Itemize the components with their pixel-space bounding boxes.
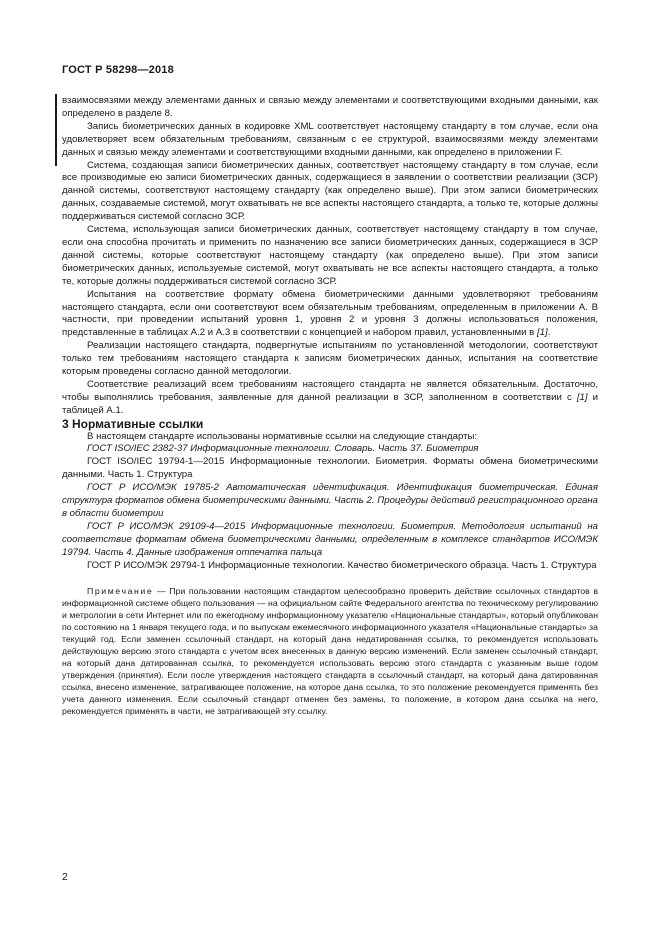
note-label: Примечание — [87, 585, 154, 596]
paragraph-xml-conformance: Запись биометрических данных в кодировке XML соответствует настоящему стандарту в том случае, если она удовлетворяет всем обязательным требованиям, связанным с ее структурой, взаимосвязями между элементами данных и связью между элементами и соответствующими входными данными, как определено в приложении F. — [62, 120, 598, 158]
paragraph-implementation-conformance — [62, 379, 598, 418]
normative-reference-item: ГОСТ Р ИСО/МЭК 19785-2 Автоматическая идентификация. Идентификация биометрическая. Единая структура форматов обмена биометрическими данными. Часть 2. Процедуры действий регистрационного органа в области биометрии — [62, 482, 598, 519]
paragraph-text: Соответствие реализаций всем требованиям настоящего стандарта не является обязательным. Достаточно, чтобы выполнялись требования, заявленные для данной реализации в ЗСР, заполненном в соответствии с — [62, 378, 598, 403]
bibliography-reference: [1] — [536, 327, 548, 339]
note — [62, 585, 598, 717]
note-text: — При пользовании настоящим стандартом целесообразно проверить действие ссылочных стандартов в информационной системе общего пользования — на официальном сайте Федерального агентства по техническому регулированию и метрологии в сети Интернет или по ежегодному информационному указателю «Национальные стандарты», который опубликован по состоянию на 1 января текущего года, и по выпускам ежемесячного информационного указателя «Национальные стандарты» за текущий год. Если заменен ссылочный стандарт, на который дана недатированная ссылка, то рекомендуется использовать действующую версию этого стандарта с учетом всех внесенных в данную версию изменений. Если заменен ссылочный стандарт, на который дана датированная ссылка, то рекомендуется использовать версию этого стандарта с указанным выше годом утверждения (принятия). Если после утверждения настоящего стандарта в ссылочный стандарт, на который дана датированная ссылка, внесено изменение, затрагивающее положение, на которое дана ссылка, то это положение рекомендуется применять без учета данного изменения. Если ссылочный стандарт отменен без замены, то положение, в котором дана ссылка на него, рекомендуется применять в части, не затрагивающей эту ссылку. — [62, 585, 598, 716]
normative-reference-item: ГОСТ Р ИСО/МЭК 29794-1 Информационные технологии. Качество биометрического образца. Часть 1. Структура — [87, 559, 597, 571]
paragraph-text: Испытания на соответствие формату обмена биометрическими данными удовлетворяют требованиям настоящего стандарта, если они соответствуют всем обязательным требованиям, определенным в приложении А. В частности, при проведении испытаний уровня 1, уровня 2 и уровня 3 должны использоваться положения, представленные в таблицах А.2 и А.3 в соответствии с концепцией и набором правил, установленными в — [62, 288, 598, 339]
paragraph-continued: взаимосвязями между элементами данных и связью между элементами и соответствующими входными данными, как определено в разделе 8. — [62, 95, 598, 119]
section-title: 3 Нормативные ссылки — [62, 416, 204, 431]
paragraph-text: и таблицей А.1. — [62, 391, 599, 416]
section-intro: В настоящем стандарте использованы нормативные ссылки на следующие стандарты: — [87, 430, 478, 442]
normative-reference-item: ГОСТ ISO/IEC 19794-1—2015 Информационные технологии. Биометрия. Форматы обмена биометрическими данными. Часть 1. Структура — [62, 456, 598, 481]
bibliography-reference: [1] — [576, 391, 588, 403]
paragraph-producing-system: Система, создающая записи биометрических данных, соответствует настоящему стандарту в том случае, если все производимые ею записи биометрических данных, содержащиеся в заявлении о соответствии реализации (ЗСР) данной системы, соответствуют настоящему стандарту (как определено выше). При этом записи биометрических данных, создаваемые системой, могут охватывать не все аспекты настоящего стандарта, а только те, которые должны поддерживаться системой согласно ЗСР. — [62, 159, 598, 223]
normative-reference-item: ГОСТ Р ИСО/МЭК 29109-4—2015 Информационные технологии. Биометрия. Методология испытаний на соответствие форматам обмена биометрическими данными, определенным в комплексе стандартов ИСО/МЭК 19794. Часть 4. Данные изображения отпечатка пальца — [62, 520, 598, 558]
paragraph-tested-implementations: Реализации настоящего стандарта, подвергнутые испытаниям по установленной методологии, соответствуют только тем требованиям настоящего стандарта к записям биометрических данных, испытания на соответствие которым проведены согласно данной методологии. — [62, 340, 598, 378]
paragraph-using-system: Система, использующая записи биометрических данных, соответствует настоящему стандарту в том случае, если она способна прочитать и применить по назначению все записи биометрических данных, содержащиеся в ЗСР данной системы, которые соответствуют настоящему стандарту (как определено выше). При этом записи биометрических данных, используемые системой, могут охватывать не все аспекты настоящего стандарта, а только те, которые должны поддерживаться системой согласно ЗСР. — [62, 224, 598, 287]
paragraph-text: . — [547, 327, 551, 339]
page-number: 2 — [62, 871, 68, 883]
change-bar — [55, 94, 57, 166]
normative-reference-item: ГОСТ ISO/IEC 2382-37 Информационные технологии. Словарь. Часть 37. Биометрия — [87, 443, 479, 455]
document-body — [62, 95, 598, 717]
paragraph-conformance-testing — [62, 289, 598, 341]
document-header: ГОСТ Р 58298—2018 — [62, 64, 174, 76]
